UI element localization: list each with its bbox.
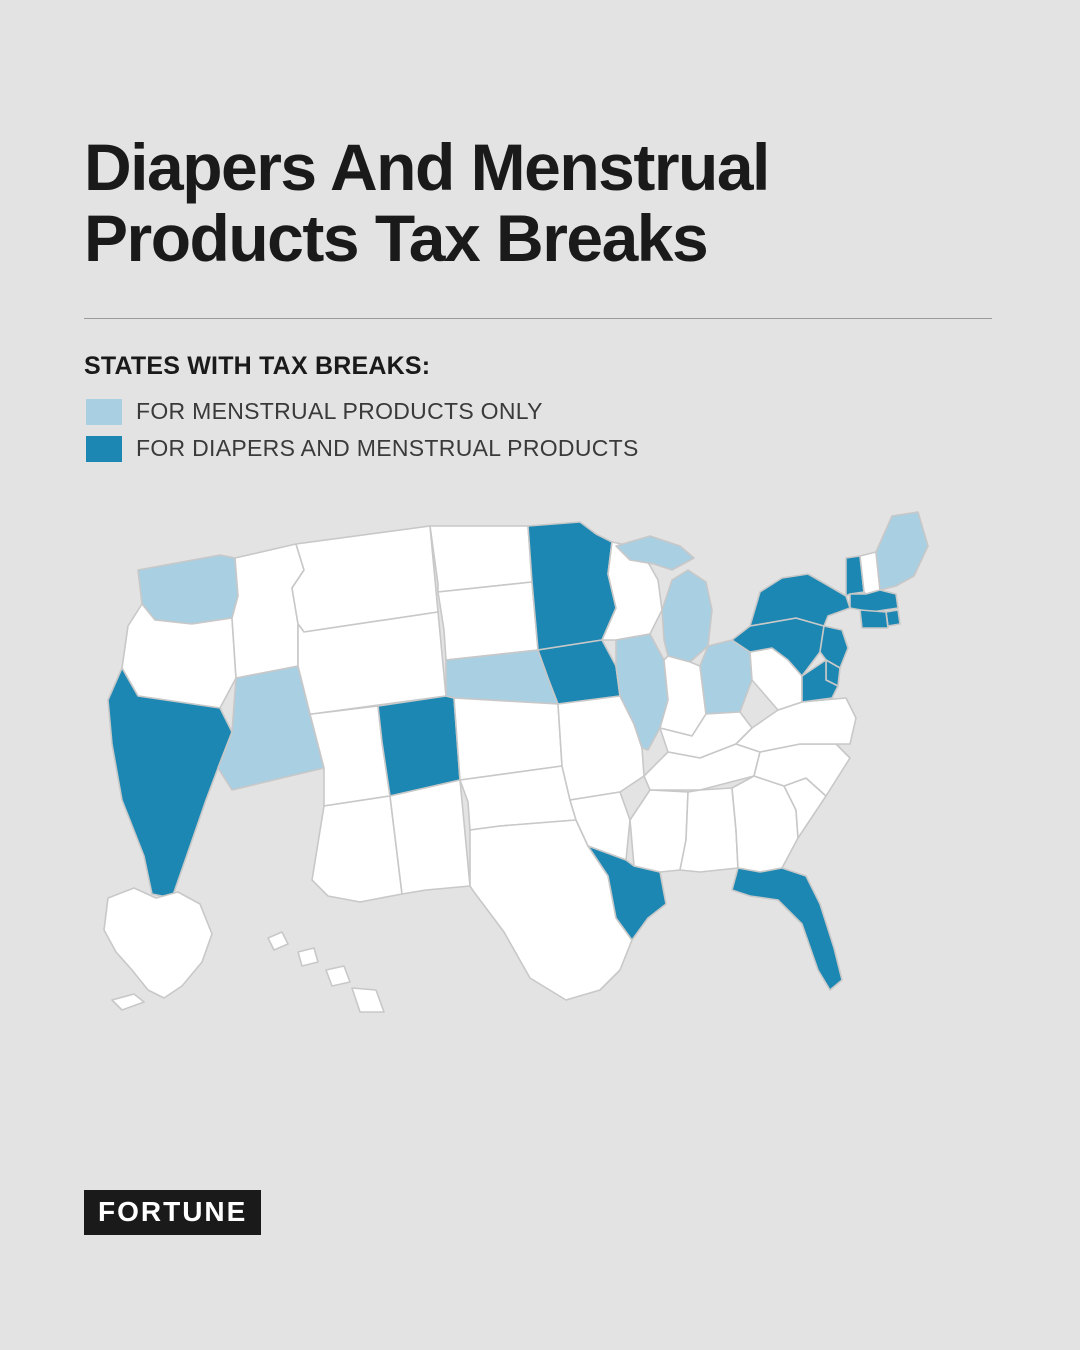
title-divider <box>84 318 992 319</box>
state-nd <box>430 526 532 592</box>
legend-label-diapers-and-menstrual: FOR DIAPERS AND MENSTRUAL PRODUCTS <box>136 435 639 461</box>
state-wa <box>138 555 238 624</box>
legend-label-menstrual-only: FOR MENSTRUAL PRODUCTS ONLY <box>136 398 543 424</box>
legend-item-menstrual-only <box>86 398 639 425</box>
state-hi-2 <box>298 948 318 966</box>
state-me <box>876 512 928 590</box>
legend-swatch-menstrual-only <box>86 399 122 425</box>
state-ct <box>860 610 888 628</box>
map-states <box>104 512 928 1012</box>
state-ut <box>310 706 390 806</box>
state-ak-islands <box>112 994 144 1010</box>
state-oh <box>700 640 752 714</box>
state-ms <box>630 790 688 872</box>
state-hi <box>268 932 288 950</box>
state-mn <box>528 522 616 650</box>
fortune-logo: FORTUNE <box>84 1190 261 1235</box>
state-al <box>680 788 738 872</box>
state-az <box>312 796 402 902</box>
page-title: Diapers And Menstrual Products Tax Breaks <box>84 130 769 276</box>
state-co <box>378 696 460 796</box>
legend-title: STATES WITH TAX BREAKS: <box>84 352 431 380</box>
us-choropleth-map <box>60 500 1020 1180</box>
state-id <box>232 544 304 678</box>
state-sd <box>438 582 538 660</box>
state-nm <box>390 780 470 894</box>
state-fl <box>732 868 842 990</box>
state-mi <box>662 570 712 662</box>
state-ak <box>104 888 212 998</box>
legend-item-diapers-and-menstrual <box>86 435 639 462</box>
legend-swatch-diapers-and-menstrual <box>86 436 122 462</box>
legend <box>86 398 639 472</box>
state-va <box>736 698 856 752</box>
state-hi-3 <box>326 966 350 986</box>
state-hi-4 <box>352 988 384 1012</box>
state-ny <box>750 574 850 626</box>
state-ma <box>850 590 898 612</box>
